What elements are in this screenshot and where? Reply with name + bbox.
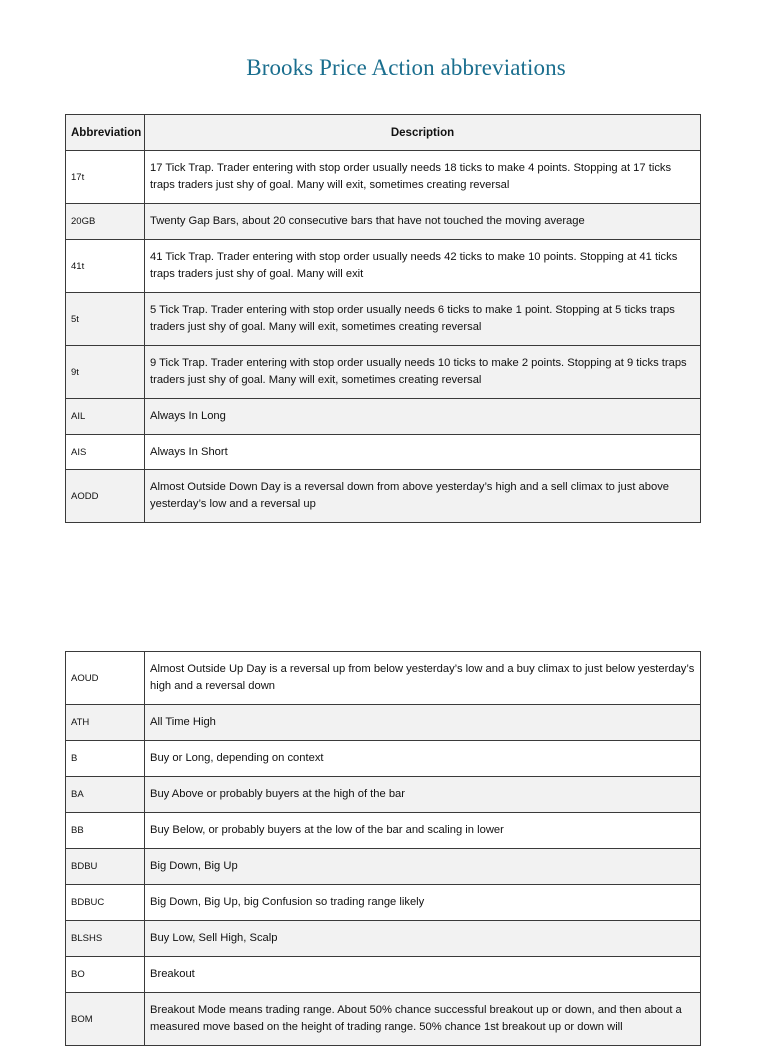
table-row [66, 957, 701, 993]
abbreviation-cell: AIS [66, 435, 145, 470]
description-cell: Almost Outside Down Day is a reversal down from above yesterday’s high and a sell climax to just above yesterday’s low and a reversal up [145, 470, 701, 523]
description-cell: Almost Outside Up Day is a reversal up from below yesterday’s low and a buy climax to just below yesterday’s high and a reversal down [145, 652, 701, 705]
table-row [66, 346, 701, 399]
abbreviation-cell: BDBU [66, 849, 145, 885]
abbreviation-cell: 20GB [66, 204, 145, 240]
table-row [66, 705, 701, 741]
description-cell: Buy Low, Sell High, Scalp [145, 921, 701, 957]
description-cell: 5 Tick Trap. Trader entering with stop order usually needs 6 ticks to make 1 point. Stopping at 5 ticks traps traders just shy of goal. Many will exit, sometimes creating reversal [145, 293, 701, 346]
description-cell: Always In Short [145, 435, 701, 470]
description-cell: Breakout Mode means trading range. About 50% chance successful breakout up or down, and then about a measured move based on the height of trading range. 50% chance 1st breakout up or down will [145, 993, 701, 1046]
table-row [66, 204, 701, 240]
description-cell: All Time High [145, 705, 701, 741]
table-row [66, 151, 701, 204]
abbreviation-cell: BLSHS [66, 921, 145, 957]
abbreviation-cell: B [66, 741, 145, 777]
description-cell: Big Down, Big Up, big Confusion so trading range likely [145, 885, 701, 921]
description-cell: Twenty Gap Bars, about 20 consecutive bars that have not touched the moving average [145, 204, 701, 240]
table-row [66, 293, 701, 346]
table-row [66, 240, 701, 293]
abbreviation-cell: 9t [66, 346, 145, 399]
header-description: Description [145, 115, 701, 151]
table-row [66, 885, 701, 921]
abbreviations-table-1 [65, 114, 701, 523]
table-row [66, 777, 701, 813]
abbreviation-cell: AIL [66, 399, 145, 435]
abbreviation-cell: 5t [66, 293, 145, 346]
description-cell: Breakout [145, 957, 701, 993]
table-row [66, 921, 701, 957]
abbreviation-cell: 17t [66, 151, 145, 204]
description-cell: Always In Long [145, 399, 701, 435]
description-cell: 9 Tick Trap. Trader entering with stop order usually needs 10 ticks to make 2 points. Stopping at 9 ticks traps traders just shy of goal. Many will exit, sometimes creating reversal [145, 346, 701, 399]
table-row [66, 741, 701, 777]
abbreviation-cell: 41t [66, 240, 145, 293]
abbreviation-cell: ATH [66, 705, 145, 741]
abbreviation-cell: AOUD [66, 652, 145, 705]
description-cell: Buy Below, or probably buyers at the low of the bar and scaling in lower [145, 813, 701, 849]
description-cell: Big Down, Big Up [145, 849, 701, 885]
header-abbreviation: Abbreviation [66, 115, 145, 151]
document-title: Brooks Price Action abbreviations [246, 55, 566, 80]
table-row [66, 470, 701, 523]
table-row [66, 993, 701, 1046]
table-row [66, 813, 701, 849]
table-row [66, 849, 701, 885]
description-cell: Buy Above or probably buyers at the high of the bar [145, 777, 701, 813]
table-row [66, 399, 701, 435]
description-cell: 17 Tick Trap. Trader entering with stop order usually needs 18 ticks to make 4 points. Stopping at 17 ticks traps traders just shy of goal. Many will exit, sometimes creating reversal [145, 151, 701, 204]
table-header-row [66, 115, 701, 151]
description-cell: 41 Tick Trap. Trader entering with stop order usually needs 42 ticks to make 10 points. Stopping at 41 ticks traps traders just shy of goal. Many will exit [145, 240, 701, 293]
abbreviations-table-2 [65, 651, 701, 1046]
table-row [66, 652, 701, 705]
abbreviation-cell: AODD [66, 470, 145, 523]
table-row [66, 435, 701, 470]
description-cell: Buy or Long, depending on context [145, 741, 701, 777]
abbreviation-cell: BA [66, 777, 145, 813]
abbreviation-cell: BDBUC [66, 885, 145, 921]
abbreviation-cell: BO [66, 957, 145, 993]
abbreviation-cell: BOM [66, 993, 145, 1046]
abbreviation-cell: BB [66, 813, 145, 849]
